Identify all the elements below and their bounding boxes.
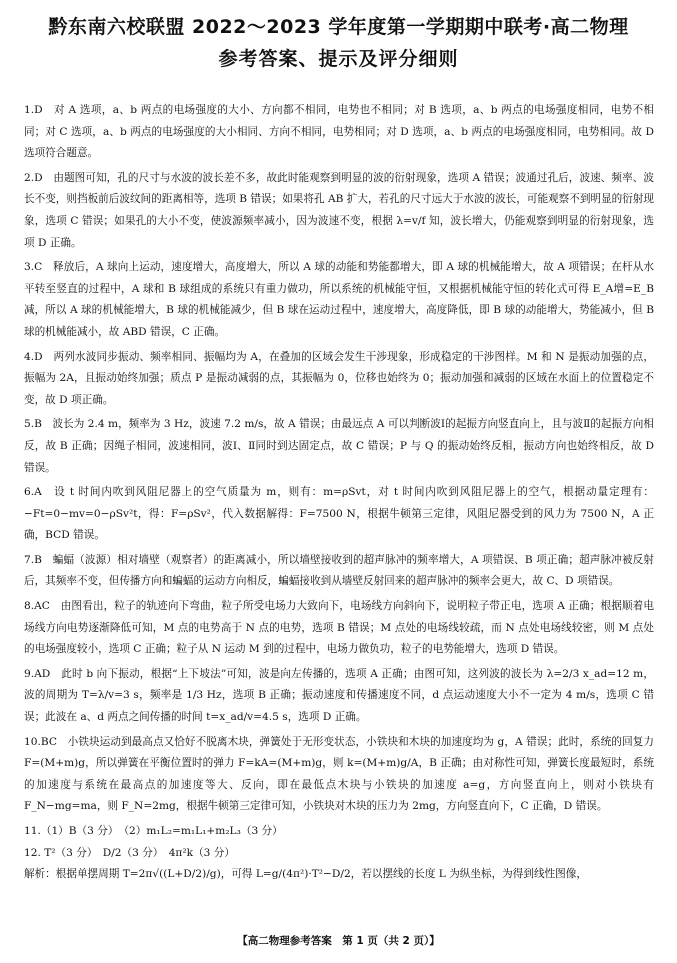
page-subtitle: 参考答案、提示及评分细则 bbox=[218, 48, 459, 70]
answer-10: 10.BC 小铁块运动到最高点又恰好不脱离木块，弹簧处于无形变状态，小铁块和木块的加速度均为 g，A 错误；此时，系统的回复力 F=(M+m)g，所以弹簧在平衡位置时的弹力 F=kA=(M+m)g，则 k=(M+m)g/A，B 正确；由对称性可知，弹簧长度最短时，系统的加速度与系统在最高点的加速度等大、反向，即在最低点木块与小铁块的加速度 a=g，方向竖直向上，则对小铁块有 F_N−mg=ma，则 F_N=2mg，根据牛顿第三定律可知，小铁块对木块的压力为 2mg，方向竖直向下，C 正确，D 错误。 bbox=[24, 735, 654, 813]
answer-11: 11.（1）B（3 分） （2）m₁L₂=m₁L₁+m₂L₃（3 分） bbox=[24, 825, 283, 837]
answer-8: 8.AC 由图看出，粒子的轨迹向下弯曲，粒子所受电场力大致向下，电场线方向斜向下，说明粒子带正电，选项 A 正确；根据顺着电场线方向电势逐渐降低可知，M 点的电势高于 N 点的电势，选项 B 错误；M 点处的电场线较疏，而 N 点处电场线较密，则 M 点处的电场强度较小，选项 C 正确；粒子从 N 运动 M 到的过程中，电场力做负功，粒子的电势能增大，选项 D 错误。 bbox=[24, 600, 654, 656]
page-footer: 【高二物理参考答案 第 1 页（共 2 页）】 bbox=[237, 935, 440, 947]
answer-list bbox=[24, 100, 654, 886]
answer-6: 6.A 设 t 时间内吹到风阻尼器上的空气质量为 m，则有：m=ρSvt，对 t 时间内吹到风阻尼器上的空气，根据动量定理有：−Ft=0−mv=0−ρSv²t，得：F=ρSv²，代入数据解得：F=7500 N，根据牛顿第三定律，风阻尼器受到的风力为 7500 N，A 正确，BCD 错误。 bbox=[24, 486, 654, 542]
answer-4: 4.D 两列水波同步振动、频率相同、振幅均为 A，在叠加的区域会发生干涉现象，形成稳定的干涉图样。M 和 N 是振动加强的点，振幅为 2A，且振动始终加强；质点 P 是振动减弱的点，其振幅为 0，位移也始终为 0；振动加强和减弱的区域在水面上的位置稳定不变，故 D 项正确。 bbox=[24, 350, 654, 406]
answer-3: 3.C 释放后，A 球向上运动，速度增大，高度增大，所以 A 球的动能和势能都增大，即 A 球的机械能增大，故 A 项错误；在杆从水平转至竖直的过程中，A 球和 B 球组成的系统只有重力做功，所以系统的机械能守恒，又根据机械能守恒的转化式可得 E_A增=E_B减，所以 A 球的机械能增大，B 球的机械能减少，但 B 球在运动过程中，速度增大，高度降低，即 B 球的动能增大，势能减小，但 B 球的机械能减小，故 ABD 错误，C 正确。 bbox=[24, 261, 654, 338]
answer-1: 1.D 对 A 选项，a、b 两点的电场强度的大小、方向都不相同，电势也不相同；对 B 选项，a、b 两点的电场强度相同，电势不相同；对 C 选项，a、b 两点的电场强度的大小相同、方向不相同，电势相同；对 D 选项，a、b 两点的电场强度相同，电势相同。故 D 选项符合题意。 bbox=[24, 104, 654, 160]
answer-12: 12. T²（3 分） D/2（3 分） 4π²k（3 分） bbox=[24, 846, 235, 859]
answer-2: 2.D 由题图可知，孔的尺寸与水波的波长差不多，故此时能观察到明显的波的衍射现象，选项 A 错误；波通过孔后，波速、频率、波长不变，则挡板前后波纹间的距离相等，选项 B 错误；如果将孔 AB 扩大，若孔的尺寸远大于水波的波长，可能观察不到明显的衍射现象，选项 C 错误；如果孔的大小不变，使波源频率减小，因为波速不变，根据 λ=v/f 知，波长增大，仍能观察到明显的衍射现象，选项 D 正确。 bbox=[24, 171, 654, 249]
answer-9: 9.AD 此时 b 向下振动，根据“上下坡法”可知，波是向左传播的，选项 A 正确；由图可知，这列波的波长为 λ=2/3 x_ad=12 m，波的周期为 T=λ/v=3 s，频率是 1/3 Hz，选项 B 正确；振动速度和传播速度不同，d 点运动速度大小不一定为 4 m/s，选项 C 错误；此波在 a、d 两点之间传播的时间 t=x_ad/v=4.5 s，选项 D 正确。 bbox=[24, 667, 654, 724]
answer-7: 7.B 蝙蝠（波源）相对墙壁（观察者）的距离减小，所以墙壁接收到的超声脉冲的频率增大，A 项错误、B 项正确；超声脉冲被反射后，其频率不变，但传播方向和蝙蝠的运动方向相反，蝙蝠接收到从墙壁反射回来的超声脉冲的频率会更大，故 C、D 项错误。 bbox=[24, 553, 654, 588]
answer-12-explanation: 解析：根据单摆周期 T=2π√((L+D/2)/g)，可得 L=g/(4π²)·T²−D/2，若以摆线的长度 L 为纵坐标，为得到线性图像， bbox=[24, 868, 587, 881]
answer-5: 5.B 波长为 2.4 m，频率为 3 Hz，波速 7.2 m/s，故 A 错误；由最远点 A 可以判断波Ⅰ的起振方向竖直向上，且与波Ⅱ的起振方向相反，故 B 正确；因绳子相同，波速相同，波Ⅰ、Ⅱ同时到达固定点，故 C 错误；P 与 Q 的振动始终反相，振动方向也始终相反，故 D 错误。 bbox=[24, 418, 654, 474]
page-title: 黔东南六校联盟 2022～2023 学年度第一学期期中联考·高二物理 bbox=[48, 16, 629, 38]
